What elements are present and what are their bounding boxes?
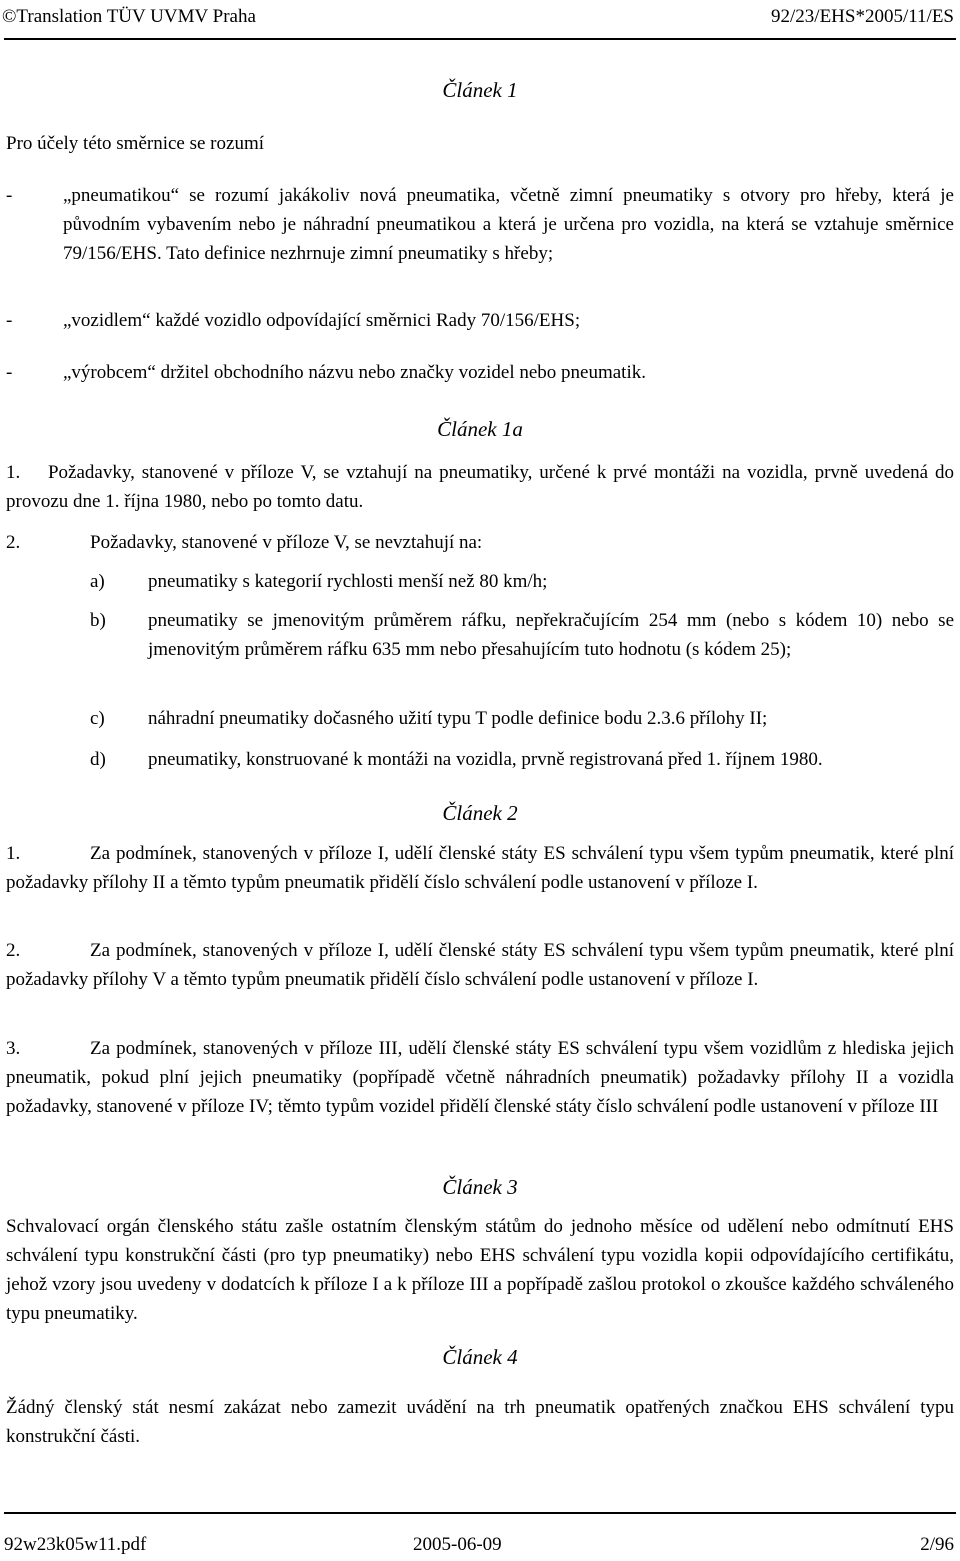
article-1-item-3-bullet: -	[6, 362, 13, 383]
article-2-paragraph-1-number: 1.	[6, 843, 21, 864]
footer-file-name: 92w23k05w11.pdf	[4, 1534, 147, 1555]
article-2-paragraph-1: Za podmínek, stanovených v příloze I, udělí členské státy ES schválení typu všem typům pneumatik, které plní požadavky přílohy II a těmto typům pneumatik přidělí číslo schválení podle ustanovení v příloze I.	[6, 843, 954, 893]
article-1-title: Článek 1	[442, 78, 518, 102]
footer-page-number: 2/96	[920, 1534, 954, 1555]
article-1-item-3-text: „výrobcem“ držitel obchodního názvu nebo značky vozidel nebo pneumatik.	[63, 362, 646, 383]
footer-date: 2005-06-09	[413, 1534, 502, 1555]
article-1-intro: Pro účely této směrnice se rozumí	[6, 133, 265, 154]
header-divider	[4, 38, 956, 40]
article-1a-paragraph-2: Požadavky, stanovené v příloze V, se nevztahují na:	[90, 532, 483, 553]
article-2-paragraph-3-number: 3.	[6, 1038, 21, 1059]
article-1a-title: Článek 1a	[437, 417, 523, 441]
page-header	[0, 2, 960, 32]
header-translation-credit: ©Translation TÜV UVMV Praha	[2, 6, 256, 27]
exemption-a-letter: a)	[90, 571, 105, 592]
exemption-b-letter: b)	[90, 610, 106, 631]
article-2-paragraph-3: Za podmínek, stanovených v příloze III, udělí členské státy ES schválení typu všem vozidlům z hlediska jejich pneumatik, pokud plní jejich pneumatiky (popřípadě včetně náhradních pneumatik) požadavky přílohy II a vozidla požadavky, stanovené v příloze IV; těmto typům vozidel přidělí členské státy číslo schválení podle ustanovení v příloze III	[6, 1038, 954, 1117]
exemption-b-text: pneumatiky se jmenovitým průměrem ráfku, nepřekračujícím 254 mm (nebo s kódem 10) nebo se jmenovitým průměrem ráfku 635 mm nebo přesahujícím tuto hodnotu (s kódem 25);	[148, 610, 954, 660]
article-1a-paragraph-2-number: 2.	[6, 532, 21, 553]
article-2-title: Článek 2	[442, 801, 518, 825]
exemption-d-letter: d)	[90, 749, 106, 770]
article-1-item-1-bullet: -	[6, 185, 13, 206]
article-3-title: Článek 3	[442, 1175, 518, 1199]
exemption-a-text: pneumatiky s kategorií rychlosti menší než 80 km/h;	[148, 571, 548, 592]
article-2-paragraph-2: Za podmínek, stanovených v příloze I, udělí členské státy ES schválení typu všem typům pneumatik, které plní požadavky přílohy V a těmto typům pneumatik přidělí číslo schválení podle ustanovení v příloze I.	[6, 940, 954, 990]
exemption-c-text: náhradní pneumatiky dočasného užití typu T podle definice bodu 2.3.6 přílohy II;	[148, 708, 768, 729]
article-1-item-1-text: „pneumatikou“ se rozumí jakákoliv nová pneumatika, včetně zimní pneumatiky s otvory pro hřeby, která je původním vybavením nebo je náhradní pneumatikou a která je určena pro vozidla, na která se vztahuje směrnice 79/156/EHS. Tato definice nezhrnuje zimní pneumatiky s hřeby;	[63, 185, 954, 264]
exemption-c-letter: c)	[90, 708, 105, 729]
article-1a-paragraph-1: 1. Požadavky, stanovené v příloze V, se vztahují na pneumatiky, určené k prvé montáži na vozidla, prvně uvedená do provozu dne 1. října 1980, nebo po tomto datu.	[6, 462, 959, 512]
article-4-title: Článek 4	[442, 1345, 518, 1369]
article-3-text: Schvalovací orgán členského státu zašle ostatním členským státům do jednoho měsíce od udělení nebo odmítnutí EHS schválení typu konstrukční části (pro typ pneumatiky) nebo EHS schválení typu vozidla kopii odpovídajícího certifikátu, jehož vzory jsou uvedeny v dodatcích k příloze I a k příloze III a popřípadě zašlou protokol o zkoušce každého schváleného typu pneumatiky.	[6, 1216, 954, 1324]
exemption-d-text: pneumatiky, konstruované k montáži na vozidla, prvně registrovaná před 1. říjnem 1980.	[148, 749, 823, 770]
article-1-item-2-bullet: -	[6, 310, 13, 331]
article-2-paragraph-2-number: 2.	[6, 940, 21, 961]
footer-divider	[4, 1512, 956, 1514]
header-document-id: 92/23/EHS*2005/11/ES	[771, 6, 954, 27]
article-4-text: Žádný členský stát nesmí zakázat nebo zamezit uvádění na trh pneumatik opatřených značkou EHS schválení typu konstrukční části.	[6, 1397, 954, 1447]
article-1-item-2-text: „vozidlem“ každé vozidlo odpovídající směrnici Rady 70/156/EHS;	[63, 310, 581, 331]
